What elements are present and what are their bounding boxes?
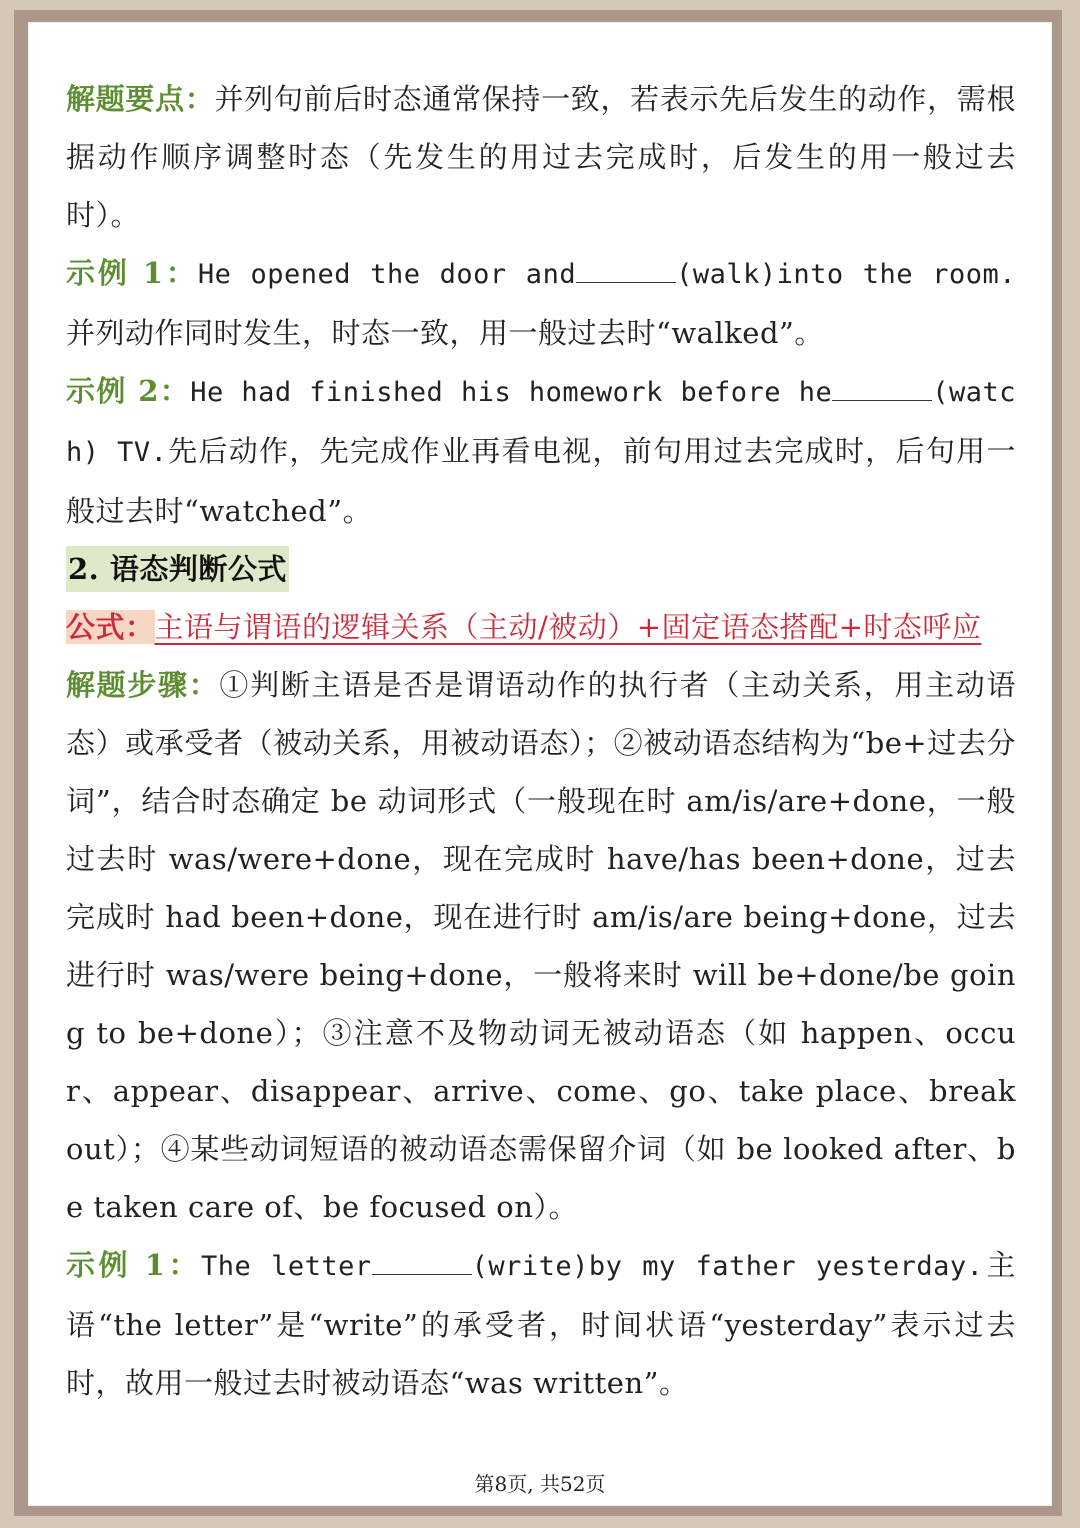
example-3-explanation: 主语“the letter”是“write”的承受者，时间状语“yesterday”表示过去时，故用一般过去时被动语态“was written”。 (66, 1248, 1016, 1400)
example-3-paragraph (66, 1236, 1016, 1412)
example-2-sentence-end: (watch) TV. (66, 377, 1016, 468)
example-2-label: 示例 2： (66, 374, 191, 408)
example-1-paragraph (66, 244, 1016, 362)
example-3-sentence-start: The letter (201, 1251, 372, 1282)
example-2-sentence-start: He had finished his homework before he (190, 377, 833, 408)
key-points-label: 解题要点： (66, 82, 215, 116)
document-page (28, 22, 1052, 1506)
example-1-label: 示例 1： (66, 256, 198, 290)
example-1-blank (576, 252, 676, 283)
example-1-sentence-end: (walk)into the room. (676, 259, 1017, 290)
formula-label: 公式： (66, 610, 155, 644)
page-content (66, 70, 1016, 1412)
key-points-paragraph (66, 70, 1016, 244)
example-1-sentence-start: He opened the door and (197, 259, 577, 290)
steps-text: ①判断主语是否是谓语动作的执行者（主动关系，用主动语态）或承受者（被动关系，用被动语态）；②被动语态结构为“be+过去分词”，结合时态确定 be 动词形式（一般现在时 am/is/are+done，一般过去时 was/were+done，现在完成时 have/has been+done，过去完成时 had been+done，现在进行时 am/is/are being+done，过去进行时 was/were being+done，一般将来时 will be+done/be going to be+done）；③注意不及物动词无被动语态（如 happen、occur、appear、disappear、arrive、come、go、take place、break out）；④某些动词短语的被动语态需保留介词（如 be looked after、be taken care of、be focused on）。 (66, 668, 1016, 1224)
section-2-heading: 2. 语态判断公式 (66, 546, 289, 592)
example-2-paragraph (66, 362, 1016, 540)
formula-text: 主语与谓语的逻辑关系（主动/被动）+固定语态搭配+时态呼应 (154, 610, 982, 644)
section-2-heading-row (66, 540, 1016, 598)
page-number-footer: 第8页, 共52页 (474, 1472, 606, 1496)
formula-paragraph (66, 598, 1016, 656)
example-1-explanation: 并列动作同时发生，时态一致，用一般过去时“walked”。 (66, 316, 824, 350)
example-3-label: 示例 1： (66, 1248, 202, 1282)
key-points-text: 并列句前后时态通常保持一致，若表示先后发生的动作，需根据动作顺序调整时态（先发生的用过去完成时，后发生的用一般过去时）。 (66, 82, 1016, 232)
steps-label: 解题步骤： (66, 668, 220, 702)
example-2-explanation: 先后动作，先完成作业再看电视，前句用过去完成时，后句用一般过去时“watched”。 (66, 434, 1016, 528)
example-3-sentence-end: (write)by my father yesterday. (471, 1251, 984, 1282)
example-3-blank (372, 1244, 472, 1275)
example-2-blank (832, 370, 932, 401)
steps-paragraph (66, 656, 1016, 1236)
